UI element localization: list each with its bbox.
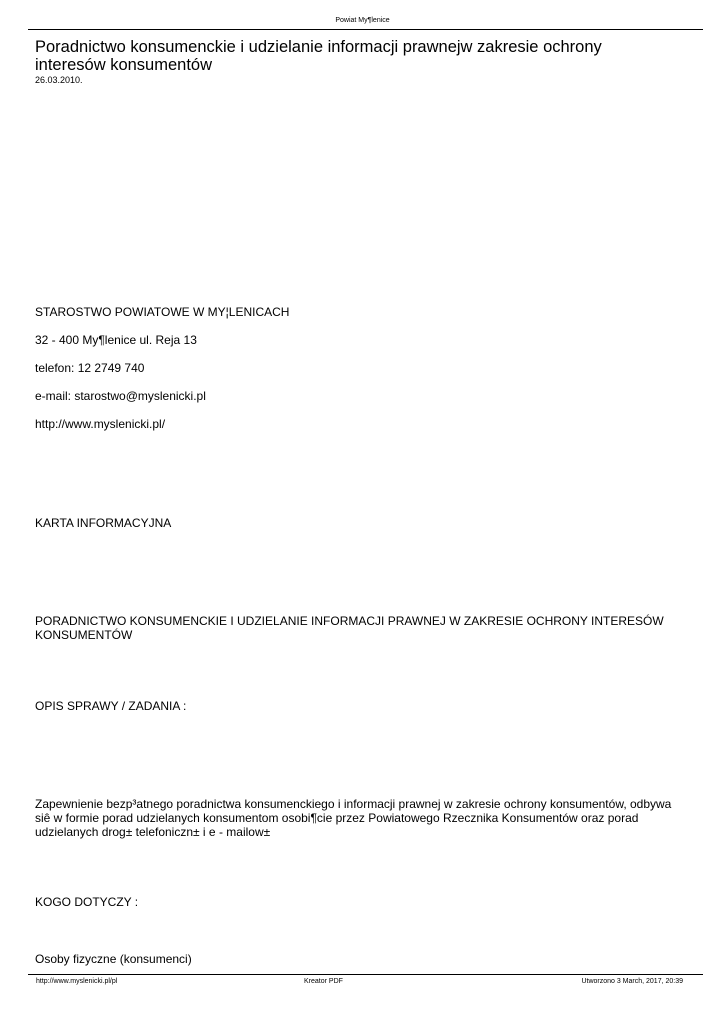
footer-divider bbox=[28, 974, 703, 975]
footer-url-link[interactable]: http://www.myslenicki.pl/pl bbox=[36, 978, 118, 985]
site-header-title: Powiat My¶lenice bbox=[335, 17, 390, 24]
card-heading: KARTA INFORMACYJNA bbox=[35, 516, 172, 530]
service-heading: PORADNICTWO KONSUMENCKIE I UDZIELANIE INFORMACJI PRAWNEJ W ZAKRESIE OCHRONY INTERESÓW KONSUMENTÓW bbox=[35, 614, 664, 642]
office-phone: telefon: 12 2749 740 bbox=[35, 361, 145, 375]
office-website-link[interactable]: http://www.myslenicki.pl/ bbox=[35, 417, 166, 431]
description-text: Zapewnienie bezp³atnego poradnictwa konsumenckiego i informacji prawnej w zakresie ochrony konsumentów, odbywa siê w formie porad udzielanych konsumentom osobi¶cie przez Powiatowego Rzecznika Konsumentów oraz porad udzielanych drog± telefoniczn± i e - mailow± bbox=[35, 797, 672, 839]
description-heading: OPIS SPRAWY / ZADANIA : bbox=[35, 699, 187, 713]
footer-created-timestamp: Utworzono 3 March, 2017, 20:39 bbox=[581, 978, 683, 985]
header-divider bbox=[28, 29, 703, 30]
page-title: Poradnictwo konsumenckie i udzielanie informacji prawnejw zakresie ochrony interesów konsumentów bbox=[35, 38, 602, 74]
concerns-text: Osoby fizyczne (konsumenci) bbox=[35, 952, 192, 966]
publish-date: 26.03.2010. bbox=[35, 75, 83, 85]
office-email: e-mail: starostwo@myslenicki.pl bbox=[35, 389, 206, 403]
office-address: 32 - 400 My¶lenice ul. Reja 13 bbox=[35, 333, 197, 347]
office-name: STAROSTWO POWIATOWE W MY¦LENICACH bbox=[35, 305, 290, 319]
footer-generator: Kreator PDF bbox=[304, 978, 343, 985]
concerns-heading: KOGO DOTYCZY : bbox=[35, 895, 139, 909]
